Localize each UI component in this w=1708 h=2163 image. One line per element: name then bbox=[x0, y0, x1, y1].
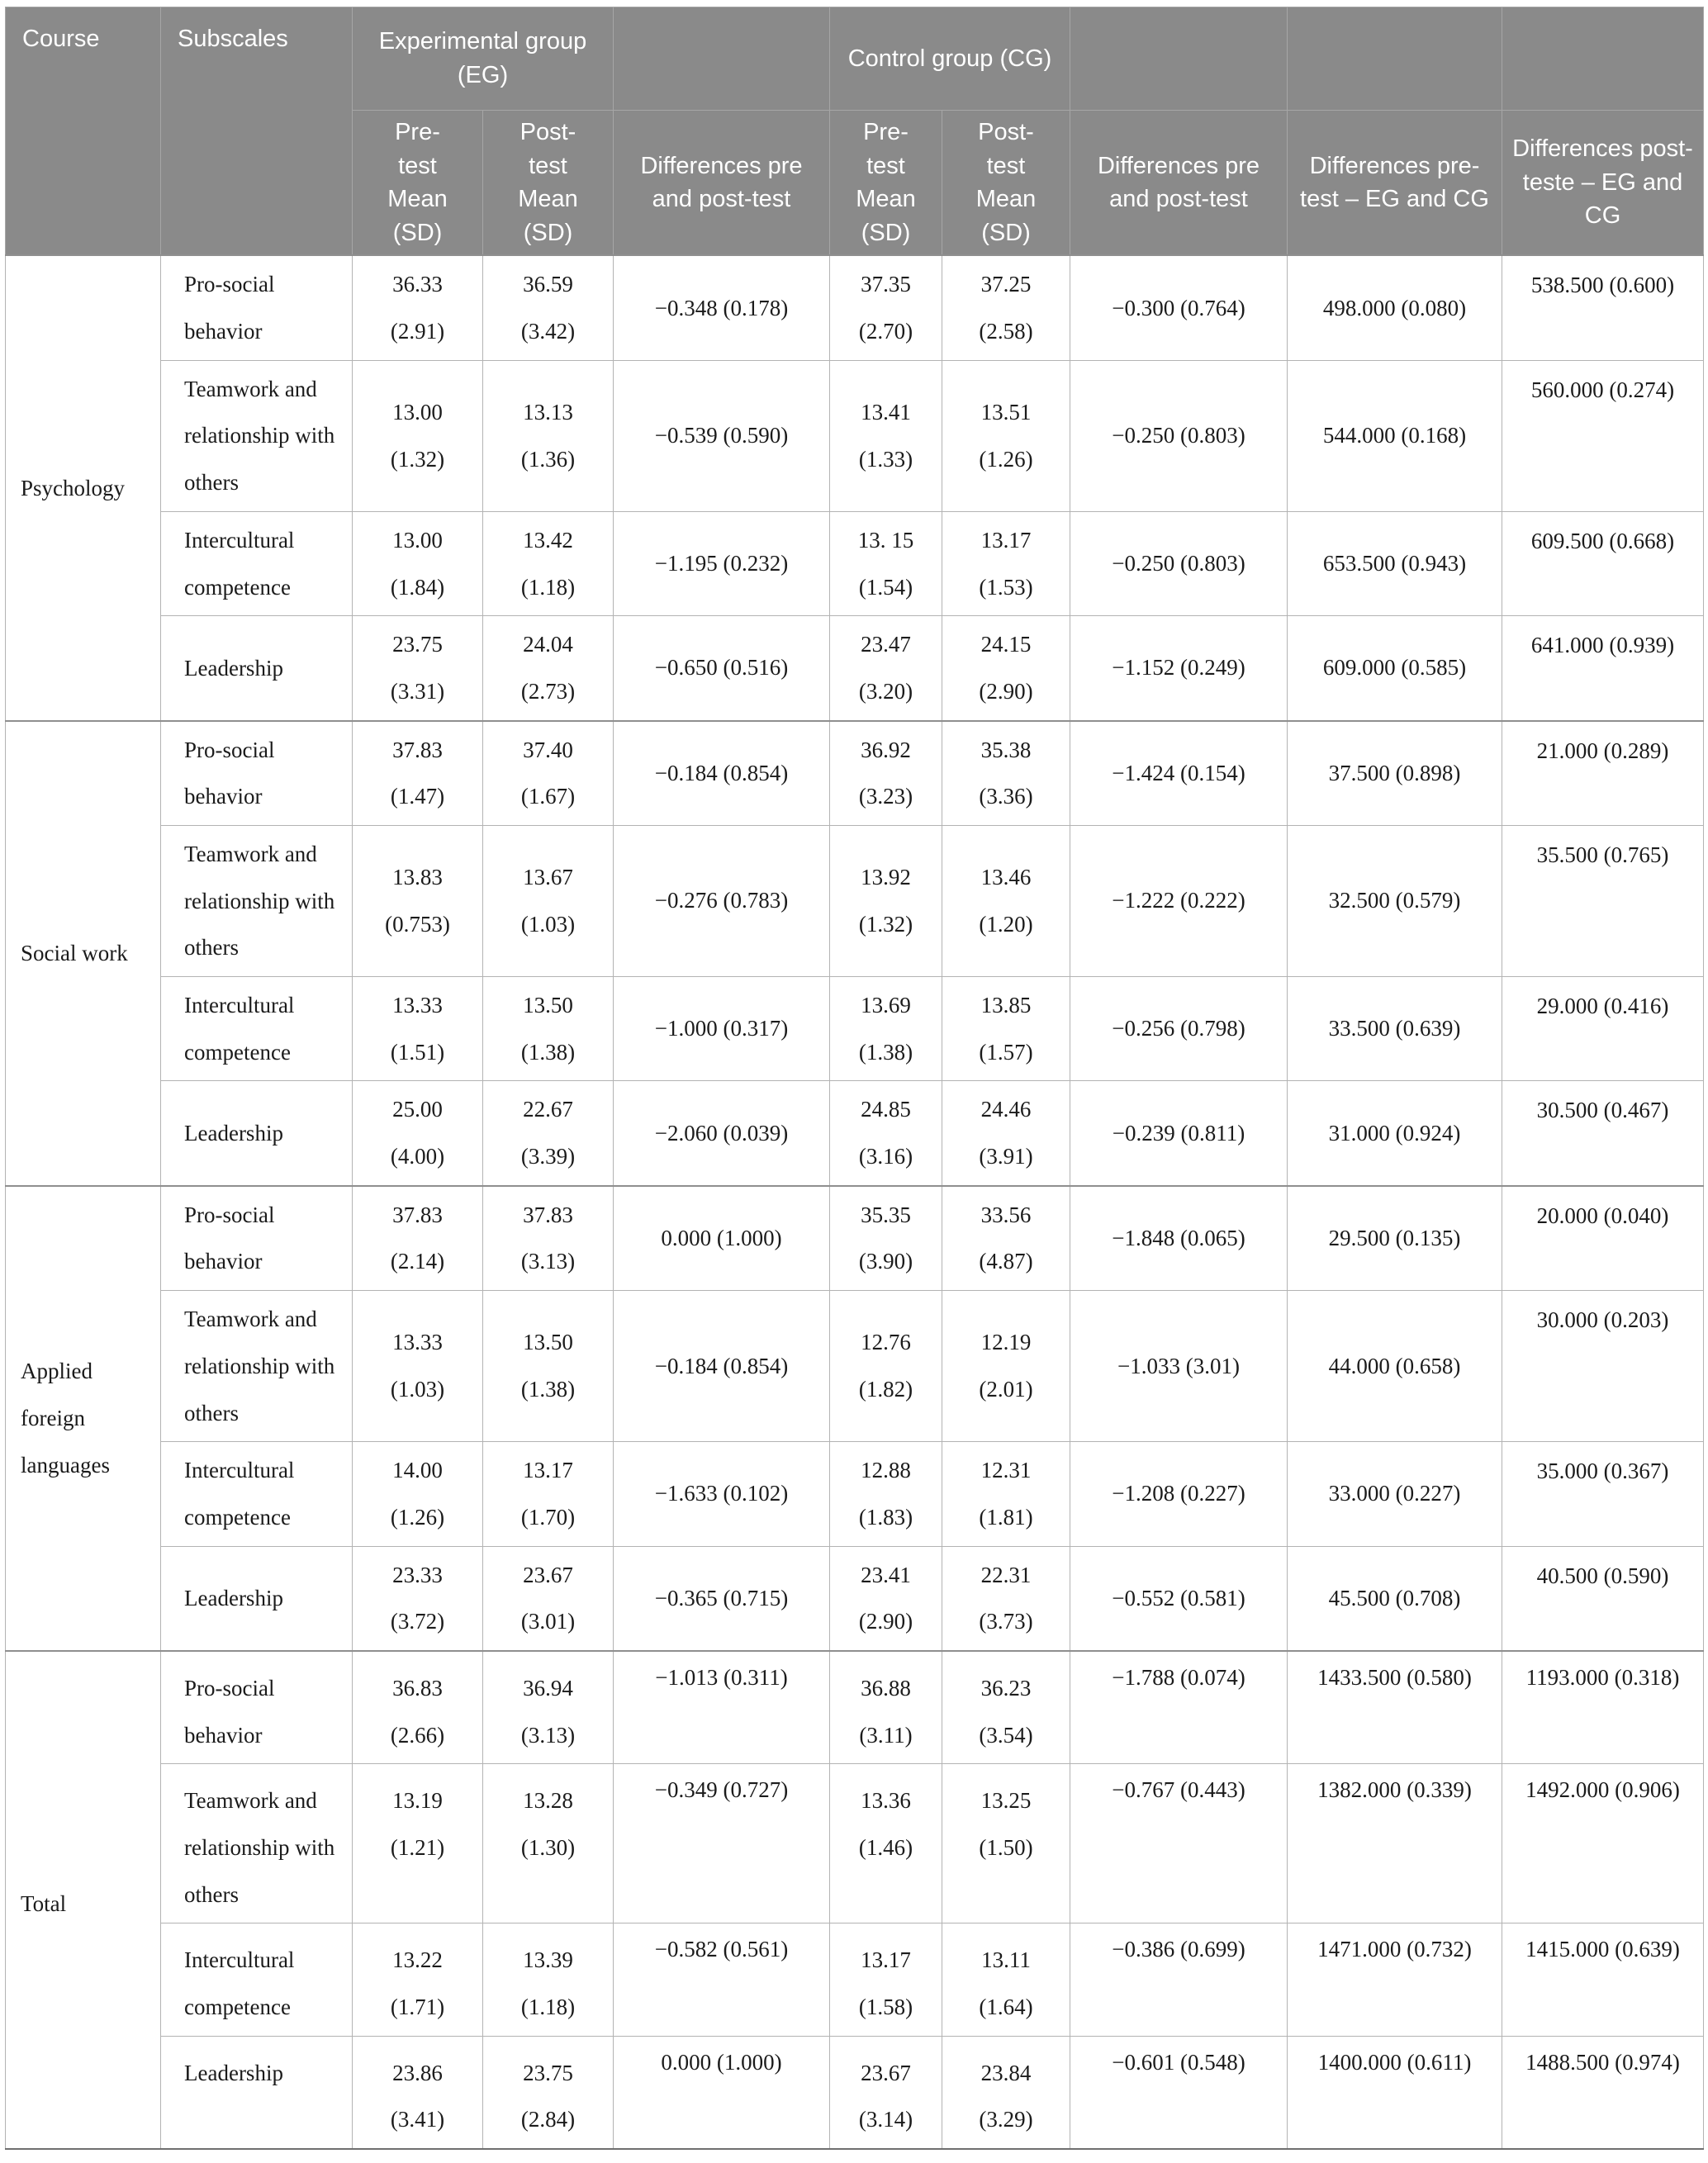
diff-posttest-eg-cg-cell: 30.500 (0.467) bbox=[1502, 1081, 1704, 1186]
diff-posttest-eg-cg-cell: 609.500 (0.668) bbox=[1502, 511, 1704, 615]
header-cg-posttest: Post-test Mean (SD) bbox=[942, 111, 1070, 256]
table-row bbox=[6, 1291, 1704, 1442]
diff-pretest-eg-cg-cell: 37.500 (0.898) bbox=[1288, 721, 1502, 826]
eg-posttest-cell: 22.67 (3.39) bbox=[483, 1081, 614, 1186]
cg-posttest-cell: 12.19 (2.01) bbox=[942, 1291, 1070, 1442]
eg-pretest-cell: 13.83 (0.753) bbox=[353, 825, 483, 976]
subscale-cell: Leadership bbox=[161, 616, 353, 721]
table-row bbox=[6, 1546, 1704, 1651]
diff-posttest-eg-cg-cell: 641.000 (0.939) bbox=[1502, 616, 1704, 721]
cg-diff-cell: −0.300 (0.764) bbox=[1070, 255, 1288, 360]
table-header bbox=[6, 7, 1704, 256]
eg-diff-cell: 0.000 (1.000) bbox=[614, 1186, 830, 1291]
cg-pretest-cell: 13.92 (1.32) bbox=[830, 825, 942, 976]
diff-pretest-eg-cg-cell: 33.000 (0.227) bbox=[1288, 1442, 1502, 1546]
cg-diff-cell: −1.033 (3.01) bbox=[1070, 1291, 1288, 1442]
subscale-cell: Teamwork and relationship with others bbox=[161, 1764, 353, 1923]
cg-pretest-cell: 13.69 (1.38) bbox=[830, 977, 942, 1081]
table-row bbox=[6, 1442, 1704, 1546]
diff-pretest-eg-cg-cell: 1400.000 (0.611) bbox=[1288, 2036, 1502, 2149]
subscale-cell: Pro-social behavior bbox=[161, 1186, 353, 1291]
table-row bbox=[6, 721, 1704, 826]
eg-posttest-cell: 13.67 (1.03) bbox=[483, 825, 614, 976]
eg-diff-cell: −1.633 (0.102) bbox=[614, 1442, 830, 1546]
cg-posttest-cell: 13.25 (1.50) bbox=[942, 1764, 1070, 1923]
table-row bbox=[6, 1923, 1704, 2036]
cg-pretest-cell: 37.35 (2.70) bbox=[830, 255, 942, 360]
eg-pretest-cell: 13.19 (1.21) bbox=[353, 1764, 483, 1923]
eg-posttest-cell: 36.59 (3.42) bbox=[483, 255, 614, 360]
cg-pretest-cell: 36.92 (3.23) bbox=[830, 721, 942, 826]
cg-pretest-cell: 12.76 (1.82) bbox=[830, 1291, 942, 1442]
cg-posttest-cell: 24.15 (2.90) bbox=[942, 616, 1070, 721]
eg-pretest-cell: 36.83 (2.66) bbox=[353, 1651, 483, 1764]
course-cell: Applied foreign languages bbox=[6, 1186, 161, 1651]
diff-posttest-eg-cg-cell: 1492.000 (0.906) bbox=[1502, 1764, 1704, 1923]
cg-posttest-cell: 13.17 (1.53) bbox=[942, 511, 1070, 615]
eg-diff-cell: −1.000 (0.317) bbox=[614, 977, 830, 1081]
diff-pretest-eg-cg-cell: 1382.000 (0.339) bbox=[1288, 1764, 1502, 1923]
diff-posttest-eg-cg-cell: 30.000 (0.203) bbox=[1502, 1291, 1704, 1442]
cg-pretest-cell: 36.88 (3.11) bbox=[830, 1651, 942, 1764]
eg-posttest-cell: 36.94 (3.13) bbox=[483, 1651, 614, 1764]
eg-posttest-cell: 23.75 (2.84) bbox=[483, 2036, 614, 2149]
cg-posttest-cell: 35.38 (3.36) bbox=[942, 721, 1070, 826]
eg-diff-cell: −0.349 (0.727) bbox=[614, 1764, 830, 1923]
header-cg-pretest: Pre-test Mean (SD) bbox=[830, 111, 942, 256]
header-differences-pretest-eg-cg: Differences pre-test – EG and CG bbox=[1288, 111, 1502, 256]
eg-posttest-cell: 13.42 (1.18) bbox=[483, 511, 614, 615]
cg-diff-cell: −0.552 (0.581) bbox=[1070, 1546, 1288, 1651]
diff-posttest-eg-cg-cell: 21.000 (0.289) bbox=[1502, 721, 1704, 826]
cg-posttest-cell: 13.11 (1.64) bbox=[942, 1923, 1070, 2036]
cg-diff-cell: −1.788 (0.074) bbox=[1070, 1651, 1288, 1764]
cg-posttest-cell: 22.31 (3.73) bbox=[942, 1546, 1070, 1651]
diff-pretest-eg-cg-cell: 1471.000 (0.732) bbox=[1288, 1923, 1502, 2036]
cg-diff-cell: −1.222 (0.222) bbox=[1070, 825, 1288, 976]
cg-pretest-cell: 24.85 (3.16) bbox=[830, 1081, 942, 1186]
header-differences-posttest-eg-cg: Differences post-teste – EG and CG bbox=[1502, 111, 1704, 256]
diff-posttest-eg-cg-cell: 29.000 (0.416) bbox=[1502, 977, 1704, 1081]
eg-diff-cell: −0.582 (0.561) bbox=[614, 1923, 830, 2036]
cg-pretest-cell: 35.35 (3.90) bbox=[830, 1186, 942, 1291]
diff-pretest-eg-cg-cell: 33.500 (0.639) bbox=[1288, 977, 1502, 1081]
cg-pretest-cell: 23.41 (2.90) bbox=[830, 1546, 942, 1651]
cg-posttest-cell: 13.51 (1.26) bbox=[942, 360, 1070, 511]
eg-posttest-cell: 13.17 (1.70) bbox=[483, 1442, 614, 1546]
header-spacer bbox=[1288, 7, 1502, 111]
table-row bbox=[6, 1651, 1704, 1764]
cg-diff-cell: −1.848 (0.065) bbox=[1070, 1186, 1288, 1291]
table-row bbox=[6, 825, 1704, 976]
diff-posttest-eg-cg-cell: 1488.500 (0.974) bbox=[1502, 2036, 1704, 2149]
header-spacer bbox=[614, 7, 830, 111]
course-cell: Total bbox=[6, 1651, 161, 2149]
eg-posttest-cell: 13.13 (1.36) bbox=[483, 360, 614, 511]
cg-diff-cell: −0.601 (0.548) bbox=[1070, 2036, 1288, 2149]
eg-posttest-cell: 24.04 (2.73) bbox=[483, 616, 614, 721]
results-table bbox=[5, 7, 1704, 2150]
eg-diff-cell: −0.184 (0.854) bbox=[614, 1291, 830, 1442]
table-row bbox=[6, 1081, 1704, 1186]
diff-pretest-eg-cg-cell: 29.500 (0.135) bbox=[1288, 1186, 1502, 1291]
cg-diff-cell: −0.767 (0.443) bbox=[1070, 1764, 1288, 1923]
diff-pretest-eg-cg-cell: 31.000 (0.924) bbox=[1288, 1081, 1502, 1186]
cg-pretest-cell: 13.36 (1.46) bbox=[830, 1764, 942, 1923]
diff-pretest-eg-cg-cell: 544.000 (0.168) bbox=[1288, 360, 1502, 511]
table-row bbox=[6, 360, 1704, 511]
table-row bbox=[6, 255, 1704, 360]
course-cell: Social work bbox=[6, 721, 161, 1186]
eg-diff-cell: −0.539 (0.590) bbox=[614, 360, 830, 511]
eg-pretest-cell: 36.33 (2.91) bbox=[353, 255, 483, 360]
cg-posttest-cell: 12.31 (1.81) bbox=[942, 1442, 1070, 1546]
subscale-cell: Intercultural competence bbox=[161, 977, 353, 1081]
subscale-cell: Intercultural competence bbox=[161, 1442, 353, 1546]
cg-posttest-cell: 36.23 (3.54) bbox=[942, 1651, 1070, 1764]
cg-posttest-cell: 37.25 (2.58) bbox=[942, 255, 1070, 360]
eg-pretest-cell: 25.00 (4.00) bbox=[353, 1081, 483, 1186]
eg-pretest-cell: 13.00 (1.84) bbox=[353, 511, 483, 615]
subscale-cell: Teamwork and relationship with others bbox=[161, 825, 353, 976]
eg-posttest-cell: 13.28 (1.30) bbox=[483, 1764, 614, 1923]
header-course: Course bbox=[6, 7, 161, 256]
cg-diff-cell: −0.386 (0.699) bbox=[1070, 1923, 1288, 2036]
subscale-cell: Teamwork and relationship with others bbox=[161, 1291, 353, 1442]
diff-posttest-eg-cg-cell: 35.500 (0.765) bbox=[1502, 825, 1704, 976]
eg-pretest-cell: 23.86 (3.41) bbox=[353, 2036, 483, 2149]
table-row bbox=[6, 1764, 1704, 1923]
table-row bbox=[6, 2036, 1704, 2149]
table-row bbox=[6, 616, 1704, 721]
cg-diff-cell: −0.239 (0.811) bbox=[1070, 1081, 1288, 1186]
diff-posttest-eg-cg-cell: 1415.000 (0.639) bbox=[1502, 1923, 1704, 2036]
eg-posttest-cell: 13.50 (1.38) bbox=[483, 977, 614, 1081]
cg-diff-cell: −0.250 (0.803) bbox=[1070, 360, 1288, 511]
cg-diff-cell: −1.424 (0.154) bbox=[1070, 721, 1288, 826]
eg-posttest-cell: 37.40 (1.67) bbox=[483, 721, 614, 826]
eg-pretest-cell: 23.33 (3.72) bbox=[353, 1546, 483, 1651]
table-row bbox=[6, 977, 1704, 1081]
eg-pretest-cell: 13.22 (1.71) bbox=[353, 1923, 483, 2036]
subscale-cell: Intercultural competence bbox=[161, 511, 353, 615]
diff-pretest-eg-cg-cell: 44.000 (0.658) bbox=[1288, 1291, 1502, 1442]
eg-pretest-cell: 13.33 (1.51) bbox=[353, 977, 483, 1081]
diff-pretest-eg-cg-cell: 653.500 (0.943) bbox=[1288, 511, 1502, 615]
diff-pretest-eg-cg-cell: 45.500 (0.708) bbox=[1288, 1546, 1502, 1651]
eg-diff-cell: −2.060 (0.039) bbox=[614, 1081, 830, 1186]
cg-posttest-cell: 33.56 (4.87) bbox=[942, 1186, 1070, 1291]
cg-posttest-cell: 13.46 (1.20) bbox=[942, 825, 1070, 976]
subscale-cell: Intercultural competence bbox=[161, 1923, 353, 2036]
header-cg-group: Control group (CG) bbox=[830, 7, 1070, 111]
course-cell: Psychology bbox=[6, 255, 161, 720]
eg-pretest-cell: 37.83 (2.14) bbox=[353, 1186, 483, 1291]
cg-pretest-cell: 13.17 (1.58) bbox=[830, 1923, 942, 2036]
subscale-cell: Pro-social behavior bbox=[161, 255, 353, 360]
diff-posttest-eg-cg-cell: 1193.000 (0.318) bbox=[1502, 1651, 1704, 1764]
cg-pretest-cell: 13. 15 (1.54) bbox=[830, 511, 942, 615]
header-eg-differences: Differences pre and post-test bbox=[614, 111, 830, 256]
cg-diff-cell: −1.152 (0.249) bbox=[1070, 616, 1288, 721]
table-row bbox=[6, 511, 1704, 615]
header-eg-pretest: Pre-test Mean (SD) bbox=[353, 111, 483, 256]
subscale-cell: Leadership bbox=[161, 2036, 353, 2149]
cg-pretest-cell: 12.88 (1.83) bbox=[830, 1442, 942, 1546]
subscale-cell: Leadership bbox=[161, 1081, 353, 1186]
eg-pretest-cell: 13.00 (1.32) bbox=[353, 360, 483, 511]
cg-posttest-cell: 23.84 (3.29) bbox=[942, 2036, 1070, 2149]
cg-diff-cell: −1.208 (0.227) bbox=[1070, 1442, 1288, 1546]
cg-diff-cell: −0.256 (0.798) bbox=[1070, 977, 1288, 1081]
cg-pretest-cell: 23.67 (3.14) bbox=[830, 2036, 942, 2149]
eg-posttest-cell: 13.39 (1.18) bbox=[483, 1923, 614, 2036]
diff-pretest-eg-cg-cell: 1433.500 (0.580) bbox=[1288, 1651, 1502, 1764]
eg-diff-cell: −1.013 (0.311) bbox=[614, 1651, 830, 1764]
diff-posttest-eg-cg-cell: 40.500 (0.590) bbox=[1502, 1546, 1704, 1651]
header-spacer bbox=[1070, 7, 1288, 111]
cg-pretest-cell: 13.41 (1.33) bbox=[830, 360, 942, 511]
cg-pretest-cell: 23.47 (3.20) bbox=[830, 616, 942, 721]
subscale-cell: Pro-social behavior bbox=[161, 1651, 353, 1764]
eg-pretest-cell: 13.33 (1.03) bbox=[353, 1291, 483, 1442]
eg-diff-cell: −0.184 (0.854) bbox=[614, 721, 830, 826]
eg-diff-cell: −0.365 (0.715) bbox=[614, 1546, 830, 1651]
eg-diff-cell: 0.000 (1.000) bbox=[614, 2036, 830, 2149]
results-table-body bbox=[6, 255, 1704, 2149]
subscale-cell: Teamwork and relationship with others bbox=[161, 360, 353, 511]
table-row bbox=[6, 1186, 1704, 1291]
subscale-cell: Leadership bbox=[161, 1546, 353, 1651]
diff-posttest-eg-cg-cell: 35.000 (0.367) bbox=[1502, 1442, 1704, 1546]
eg-posttest-cell: 37.83 (3.13) bbox=[483, 1186, 614, 1291]
header-subscales: Subscales bbox=[161, 7, 353, 256]
eg-pretest-cell: 14.00 (1.26) bbox=[353, 1442, 483, 1546]
subscale-cell: Pro-social behavior bbox=[161, 721, 353, 826]
diff-pretest-eg-cg-cell: 32.500 (0.579) bbox=[1288, 825, 1502, 976]
eg-diff-cell: −0.650 (0.516) bbox=[614, 616, 830, 721]
eg-diff-cell: −0.348 (0.178) bbox=[614, 255, 830, 360]
eg-pretest-cell: 23.75 (3.31) bbox=[353, 616, 483, 721]
eg-diff-cell: −0.276 (0.783) bbox=[614, 825, 830, 976]
header-eg-group: Experimental group (EG) bbox=[353, 7, 614, 111]
diff-posttest-eg-cg-cell: 538.500 (0.600) bbox=[1502, 255, 1704, 360]
header-spacer bbox=[1502, 7, 1704, 111]
header-eg-posttest: Post-test Mean (SD) bbox=[483, 111, 614, 256]
header-cg-differences: Differences pre and post-test bbox=[1070, 111, 1288, 256]
eg-posttest-cell: 23.67 (3.01) bbox=[483, 1546, 614, 1651]
eg-diff-cell: −1.195 (0.232) bbox=[614, 511, 830, 615]
diff-posttest-eg-cg-cell: 560.000 (0.274) bbox=[1502, 360, 1704, 511]
diff-posttest-eg-cg-cell: 20.000 (0.040) bbox=[1502, 1186, 1704, 1291]
eg-posttest-cell: 13.50 (1.38) bbox=[483, 1291, 614, 1442]
cg-posttest-cell: 24.46 (3.91) bbox=[942, 1081, 1070, 1186]
diff-pretest-eg-cg-cell: 609.000 (0.585) bbox=[1288, 616, 1502, 721]
eg-pretest-cell: 37.83 (1.47) bbox=[353, 721, 483, 826]
cg-posttest-cell: 13.85 (1.57) bbox=[942, 977, 1070, 1081]
diff-pretest-eg-cg-cell: 498.000 (0.080) bbox=[1288, 255, 1502, 360]
cg-diff-cell: −0.250 (0.803) bbox=[1070, 511, 1288, 615]
